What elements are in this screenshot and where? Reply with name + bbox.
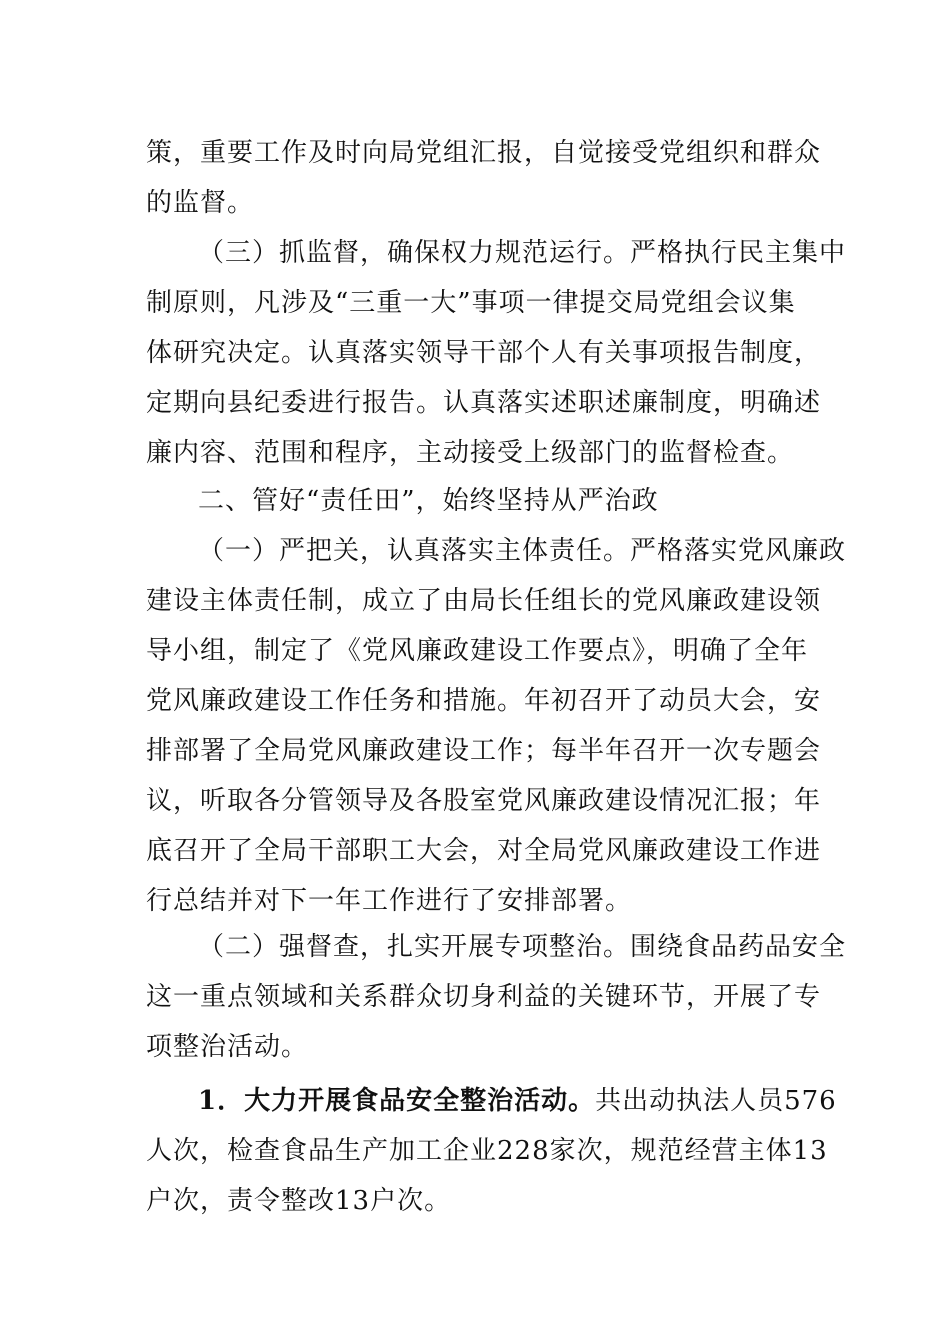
paragraph-continuation (146, 128, 822, 228)
text-line: 户次，责令整改13户次。 (146, 1186, 452, 1216)
text-line: 策，重要工作及时向局党组汇报，自觉接受党组织和群众 (146, 138, 822, 168)
text-line: （一）严把关，认真落实主体责任。严格落实党风廉政 (198, 536, 847, 566)
text-line: 党风廉政建设工作任务和措施。年初召开了动员大会，安 (146, 686, 822, 716)
text-line: 定期向县纪委进行报告。认真落实述职述廉制度，明确述 (146, 388, 822, 418)
text-line: 体研究决定。认真落实领导干部个人有关事项报告制度， (146, 338, 822, 368)
paragraph-food-safety (146, 1076, 837, 1226)
text-line: 行总结并对下一年工作进行了安排部署。 (146, 886, 633, 916)
text-line: 制原则，凡涉及“三重一大”事项一律提交局党组会议集 (146, 288, 796, 318)
text-line (146, 1076, 837, 1126)
text-line: 人次，检查食品生产加工企业228家次，规范经营主体13 (146, 1136, 828, 1166)
paragraph-supervision (146, 228, 847, 478)
text-line: （二）强督查，扎实开展专项整治。围绕食品药品安全 (198, 932, 847, 962)
text-line: 廉内容、范围和程序，主动接受上级部门的监督检查。 (146, 438, 795, 468)
text-line: 建设主体责任制，成立了由局长任组长的党风廉政建设领 (146, 586, 822, 616)
paragraph-inspection (146, 922, 847, 1072)
section-heading (146, 476, 806, 526)
text-line: 导小组，制定了《党风廉政建设工作要点》，明确了全年 (146, 636, 809, 666)
bold-lead: 1．大力开展食品安全整治活动。 (198, 1086, 596, 1116)
text-line: 底召开了全局干部职工大会，对全局党风廉政建设工作进 (146, 836, 822, 866)
text-line: （三）抓监督，确保权力规范运行。严格执行民主集中 (198, 238, 847, 268)
heading-text: 二、管好“责任田”，始终坚持从严治政 (198, 486, 659, 516)
text-line: 项整治活动。 (146, 1032, 309, 1062)
text-line: 的监督。 (146, 188, 255, 218)
text-rest: 共出动执法人员576 (595, 1086, 837, 1116)
text-line: 排部署了全局党风廉政建设工作；每半年召开一次专题会 (146, 736, 822, 766)
paragraph-responsibility (146, 526, 847, 926)
text-line: 议，听取各分管领导及各股室党风廉政建设情况汇报；年 (146, 786, 822, 816)
text-line: 这一重点领域和关系群众切身利益的关键环节，开展了专 (146, 982, 822, 1012)
